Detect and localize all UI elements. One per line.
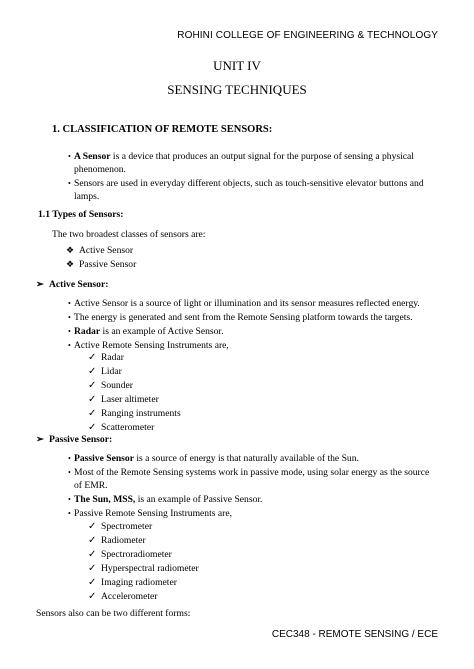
bullet-continuation: of EMR.	[74, 480, 108, 491]
bullet-text: Active Remote Sensing Instruments are,	[74, 340, 229, 351]
passive-bullet-4	[68, 507, 442, 520]
passive-sensor-heading	[36, 434, 112, 445]
instrument-label: Sounder	[101, 380, 133, 391]
bullet-icon: •	[68, 299, 71, 308]
heading-text: Passive Sensor:	[49, 434, 113, 445]
check-icon: ✓	[88, 577, 97, 588]
check-icon: ✓	[88, 549, 97, 560]
active-sensor-heading	[36, 279, 108, 290]
instrument-label: Laser altimeter	[101, 394, 159, 405]
bullet-icon: •	[68, 468, 71, 477]
instrument-label: Hyperspectral radiometer	[101, 563, 199, 574]
type-label: Passive Sensor	[79, 259, 137, 270]
check-icon: ✓	[88, 591, 97, 602]
page-header: ROHINI COLLEGE OF ENGINEERING & TECHNOLOGY	[177, 30, 438, 41]
bullet-icon: •	[68, 327, 71, 336]
active-instrument-item	[88, 408, 181, 419]
closing-text: Sensors also can be two different forms:	[36, 608, 191, 619]
passive-bullet-1	[68, 452, 442, 465]
bullet-text: Passive Remote Sensing Instruments are,	[74, 508, 233, 519]
passive-instrument-item	[88, 521, 152, 532]
bullet-text: Sensors are used in everyday different objects, such as touch-sensitive elevator buttons and	[74, 178, 424, 189]
arrow-icon: ➢	[36, 434, 45, 445]
diamond-icon: ❖	[66, 245, 75, 255]
active-instrument-item	[88, 422, 154, 433]
unit-heading: UNIT IV	[213, 58, 261, 73]
page-title: SENSING TECHNIQUES	[167, 82, 307, 97]
check-icon: ✓	[88, 366, 97, 377]
passive-instrument-item	[88, 577, 177, 588]
instrument-label: Spectrometer	[101, 521, 153, 532]
active-bullet-3	[68, 325, 442, 338]
active-bullet-4	[68, 339, 442, 352]
bullet-bold-text: Radar	[74, 326, 101, 337]
bullet-continuation: lamps.	[74, 191, 100, 202]
passive-bullet-3	[68, 493, 442, 506]
bullet-text: Most of the Remote Sensing systems work in passive mode, using solar energy as the source	[74, 467, 430, 478]
type-label: Active Sensor	[79, 245, 134, 256]
bullet-bold-text: Passive Sensor	[74, 453, 134, 464]
check-icon: ✓	[88, 394, 97, 405]
check-icon: ✓	[88, 535, 97, 546]
bullet-text: is an example of Active Sensor.	[100, 326, 224, 337]
instrument-label: Radar	[101, 352, 124, 363]
bullet-text: The energy is generated and sent from the Remote Sensing platform towards the targets.	[74, 312, 413, 323]
intro-bullet-1	[68, 150, 442, 176]
passive-instrument-item	[88, 563, 199, 574]
check-icon: ✓	[88, 521, 97, 532]
bullet-text: Active Sensor is a source of light or illumination and its sensor measures reflected energy.	[74, 298, 420, 309]
instrument-label: Spectroradiometer	[101, 549, 172, 560]
instrument-label: Radiometer	[101, 535, 146, 546]
bullet-icon: •	[68, 179, 71, 188]
check-icon: ✓	[88, 563, 97, 574]
instrument-label: Ranging instruments	[101, 408, 181, 419]
active-instrument-item	[88, 380, 133, 391]
check-icon: ✓	[88, 408, 97, 419]
type-item-active	[66, 245, 133, 256]
section-heading: 1. CLASSIFICATION OF REMOTE SENSORS:	[52, 124, 273, 135]
bullet-text: is an example of Passive Sensor.	[135, 494, 263, 505]
bullet-icon: •	[68, 152, 71, 161]
diamond-icon: ❖	[66, 259, 75, 269]
active-instrument-item	[88, 394, 159, 405]
passive-instrument-item	[88, 591, 157, 602]
bullet-icon: •	[68, 509, 71, 518]
bullet-icon: •	[68, 313, 71, 322]
bullet-bold-text: A Sensor	[74, 151, 111, 162]
instrument-label: Scatterometer	[101, 422, 155, 433]
subsection-heading: 1.1 Types of Sensors:	[38, 209, 124, 220]
instrument-label: Imaging radiometer	[101, 577, 177, 588]
bullet-continuation: phenomenon.	[74, 164, 126, 175]
active-instrument-item	[88, 366, 122, 377]
types-intro: The two broadest classes of sensors are:	[52, 229, 206, 240]
page-footer: CEC348 - REMOTE SENSING / ECE	[271, 629, 438, 640]
passive-bullet-2	[68, 466, 442, 492]
check-icon: ✓	[88, 422, 97, 433]
instrument-label: Accelerometer	[101, 591, 158, 602]
check-icon: ✓	[88, 352, 97, 363]
active-bullet-2	[68, 311, 442, 324]
intro-bullet-2	[68, 177, 442, 203]
bullet-bold-text: The Sun, MSS,	[74, 494, 136, 505]
type-item-passive	[66, 259, 136, 270]
instrument-label: Lidar	[101, 366, 122, 377]
active-instrument-item	[88, 352, 124, 363]
bullet-icon: •	[68, 454, 71, 463]
active-bullet-1	[68, 297, 442, 310]
bullet-icon: •	[68, 495, 71, 504]
heading-text: Active Sensor:	[49, 279, 109, 290]
bullet-icon: •	[68, 341, 71, 350]
arrow-icon: ➢	[36, 279, 45, 290]
bullet-text: is a source of energy is that naturally available of the Sun.	[133, 453, 359, 464]
check-icon: ✓	[88, 380, 97, 391]
passive-instrument-item	[88, 535, 146, 546]
bullet-text: is a device that produces an output signal for the purpose of sensing a physical	[110, 151, 414, 162]
passive-instrument-item	[88, 549, 172, 560]
